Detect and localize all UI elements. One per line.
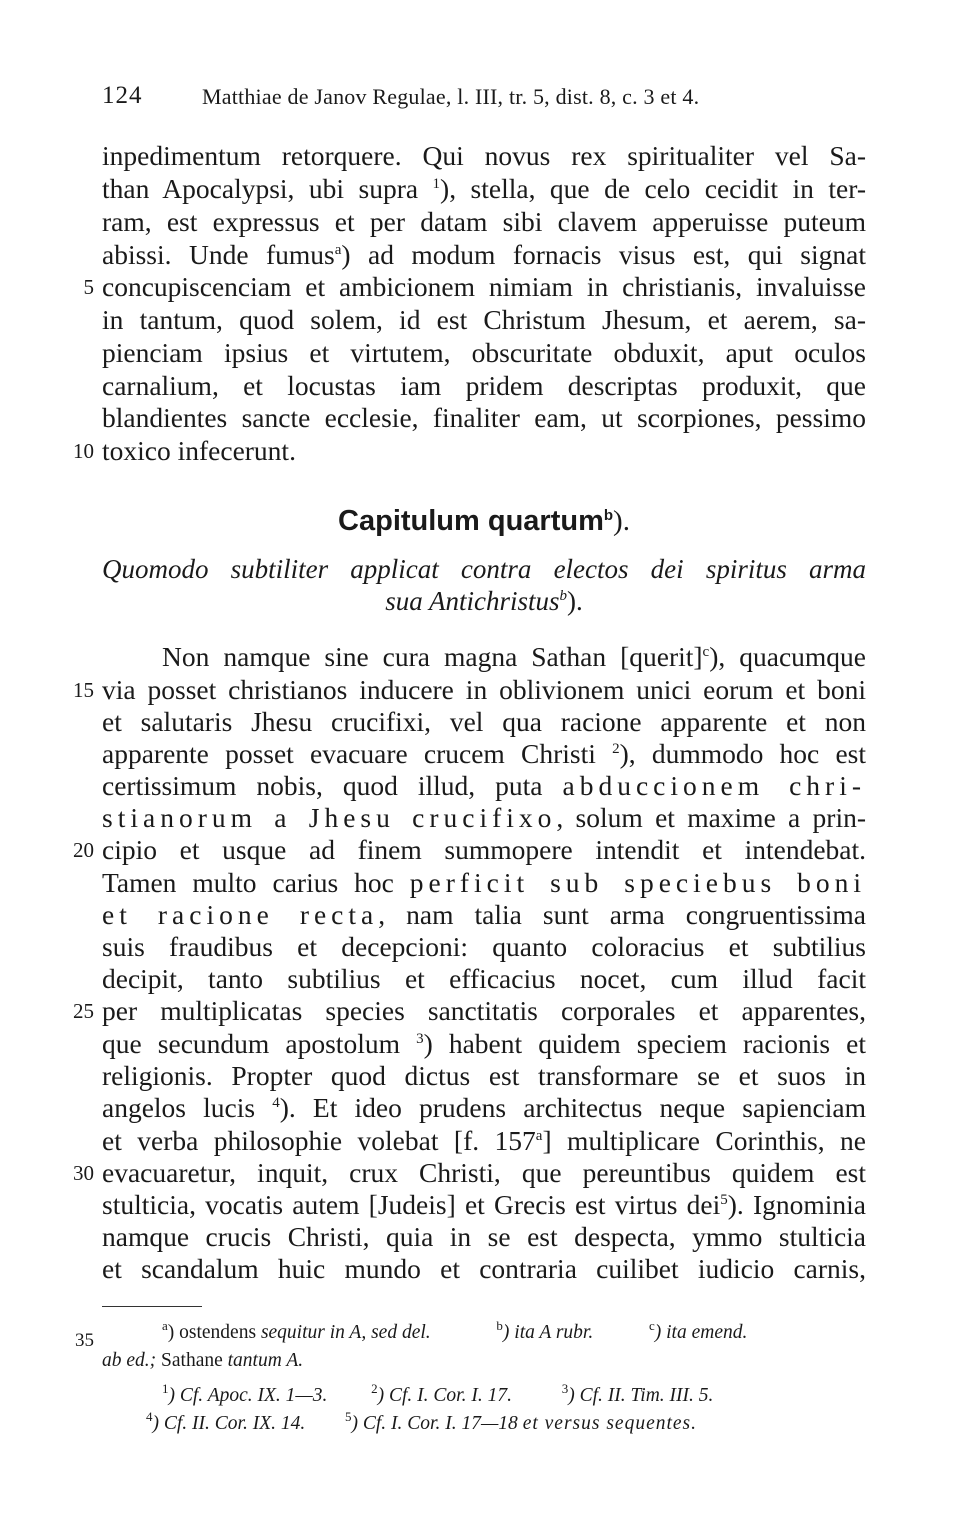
text-line: stianorum a Jhesu crucifixo, solum et maxime a prin- [102, 802, 867, 833]
line-number: 10 [73, 439, 94, 463]
text-line: apparente posset evacuare crucem Christi $^2$), dummodo hoc est [102, 738, 866, 769]
footnote-line: ab ed.; Sathane tantum A. [102, 1350, 304, 1371]
line-number: 15 [73, 678, 94, 702]
line-number: 5 [83, 275, 94, 299]
line-number: 20 [73, 838, 94, 862]
text-line: et salutaris Jhesu crucifixi, vel qua racione apparente et non [102, 706, 866, 737]
text-line: blandientes sancte ecclesie, finaliter eam, ut scorpiones, pessimo [102, 402, 866, 433]
footnote-line: $^1$) Cf. Apoc. IX. 1—3. $^2$) Cf. I. Cor. I. 17. $^3$) Cf. II. Tim. III. 5. [162, 1381, 714, 1406]
text-line: et racione recta, nam talia sunt arma congruentissima [102, 899, 866, 930]
running-head: Matthiae de Janov Regulae, l. III, tr. 5, dist. 8, c. 3 et 4. [202, 84, 700, 109]
text-line: certissimum nobis, quod illud, puta abduccionem chri- [102, 770, 866, 801]
text-line: et scandalum huic mundo et contraria cuilibet iudicio carnis, [102, 1253, 866, 1284]
footnote-line: $^4$) Cf. II. Cor. IX. 14. $^5$) Cf. I. Cor. I. 17—18 et versus sequentes. [146, 1409, 698, 1434]
footnote-line: $^a$) ostendens sequitur in A, sed del. $^b$) ita A rubr. $^c$) ita emend. [162, 1318, 748, 1343]
text-line: pienciam ipsius et virtutem, obscuritate obduxit, aput oculos [102, 337, 866, 368]
text-line: suis fraudibus et decepcioni: quanto coloracius et subtilius [102, 931, 866, 962]
line-number: 35 [75, 1330, 94, 1351]
text-line: inpedimentum retorquere. Qui novus rex spiritualiter vel Sa- [102, 140, 866, 171]
text-line: religionis. Propter quod dictus est transformare se et suos in [102, 1060, 866, 1091]
text-line: et verba philosophie volebat [f. 157$^a$] multiplicare Corinthis, ne [102, 1125, 866, 1156]
text-line: Non namque sine cura magna Sathan [querit]$^c$), quacumque [162, 641, 866, 672]
text-line: concupiscenciam et ambicionem nimiam in christianis, invaluisse [102, 271, 866, 302]
text-line: toxico infecerunt. [102, 435, 296, 466]
text-line: stulticia, vocatis autem [Judeis] et Grecis est virtus dei$^5$). Ignominia [102, 1189, 866, 1220]
text-line: carnalium, et locustas iam pridem descriptas produxit, que [102, 370, 866, 401]
text-line: namque crucis Christi, quia in se est despecta, ymmo stulticia [102, 1221, 866, 1252]
text-line: angelos lucis $^4$). Et ideo prudens architectus neque sapienciam [102, 1092, 866, 1123]
text-line: que secundum apostolum $^3$) habent quidem speciem racionis et [102, 1028, 866, 1059]
footnote-rule [102, 1306, 202, 1307]
text-line: than Apocalypsi, ubi supra $^1$), stella, que de celo cecidit in ter- [102, 173, 866, 204]
line-number: 30 [73, 1161, 94, 1185]
text-line: Tamen multo carius hoc perficit sub speciebus boni [102, 867, 867, 898]
chapter-subtitle: sua Antichristus$^b$). [385, 586, 583, 616]
text-line: cipio et usque ad finem summopere intendit et intendebat. [102, 834, 866, 865]
text-line: per multiplicatas species sanctitatis corporales et apparentes, [102, 995, 866, 1026]
chapter-subtitle: Quomodo subtiliter applicat contra electos dei spiritus arma [102, 554, 866, 584]
page-number: 124 [102, 82, 143, 109]
text-line: in tantum, quod solem, id est Christum Jhesum, et aerem, sa- [102, 304, 866, 335]
chapter-title: Capitulum quartum$^b$). [338, 505, 630, 537]
text-line: abissi. Unde fumus$^a$) ad modum fornacis visus est, qui signat [102, 239, 866, 270]
line-number: 25 [73, 999, 94, 1023]
text-line: via posset christianos inducere in oblivionem unici eorum et boni [102, 674, 866, 705]
text-line: ram, est expressus et per datam sibi clavem apperuisse puteum [102, 206, 866, 237]
page-header [102, 82, 862, 122]
text-line: decipit, tanto subtilius et efficacius nocet, cum illud facit [102, 963, 866, 994]
text-line: evacuaretur, inquit, crux Christi, que pereuntibus quidem est [102, 1157, 866, 1188]
